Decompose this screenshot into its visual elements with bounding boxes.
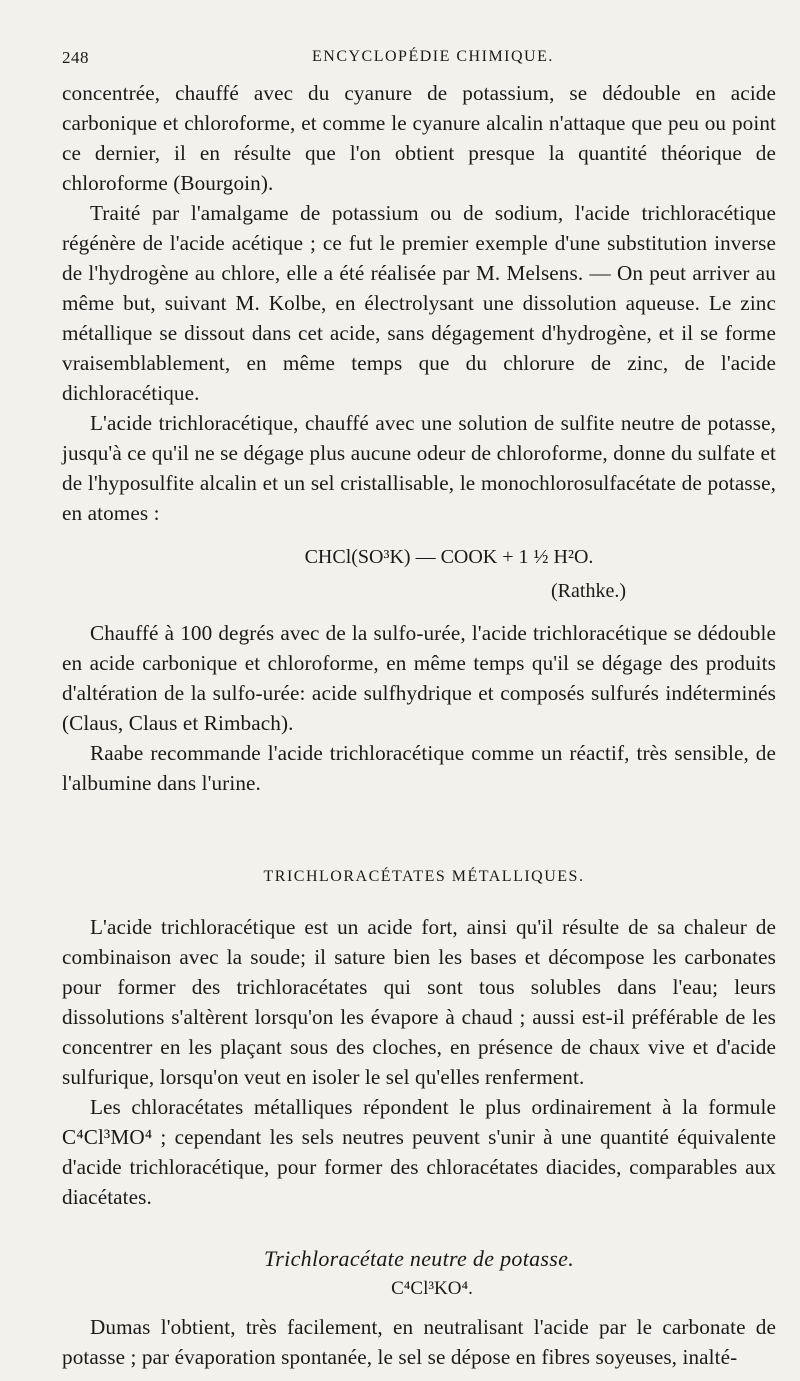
page-number: 248 xyxy=(62,48,89,67)
paragraph-raabe: Raabe recommande l'acide trichloracétique comme un réactif, très sensible, de l'albumine dans l'urine. xyxy=(62,741,776,795)
paragraph-dumas: Dumas l'obtient, très facilement, en neutralisant l'acide par le carbonate de potasse ; par évaporation spontanée, le sel se dépose en fibres soyeuses, inalté- xyxy=(62,1315,776,1369)
paragraph-acide-fort: L'acide trichloracétique est un acide fort, ainsi qu'il résulte de sa chaleur de combinaison avec la soude; il sature bien les bases et décompose les carbonates pour former des trichloracétates qui sont tous solubles dans l'eau; leurs dissolutions s'altèrent lorsqu'on les évapore à chaud ; aussi est-il préférable de les concentrer en les plaçant sous des cloches, en présence de chaux vive et d'acide sulfurique, lorsqu'on veut en isoler le sel qu'elles renferment. xyxy=(62,915,776,1089)
paragraph-amalgam: Traité par l'amalgame de potassium ou de sodium, l'acide trichloracétique régénère de l'acide acétique ; ce fut le premier exemple d'une substitution inverse de l'hydrogène au chlore, elle a été réalisée par M. Melsens. — On peut arriver au même but, suivant M. Kolbe, en électrolysant une dissolution aqueuse. Le zinc métallique se dissout dans cet acide, sans dégagement d'hydrogène, et il se forme vraisemblablement, en même temps que du chlorure de zinc, de l'acide dichloracétique. xyxy=(62,201,776,405)
subheading-potasse: Trichloracétate neutre de potasse. xyxy=(263,1246,574,1271)
running-head xyxy=(62,38,776,78)
paragraph-sulfo-uree: Chauffé à 100 degrés avec de la sulfo-urée, l'acide trichloracétique se dédouble en acide carbonique et chloroforme, en même temps qu'il se dégage des produits d'altération de la sulfo-urée: acide sulfhydrique et composés sulfurés indéterminés (Claus, Claus et Rimbach). xyxy=(62,621,776,735)
section-heading: TRICHLORACÉTATES MÉTALLIQUES. xyxy=(263,868,585,885)
formula-potasse: C⁴Cl³KO⁴. xyxy=(391,1278,473,1299)
formula-attribution: (Rathke.) xyxy=(551,580,626,602)
paragraph-sulfite: L'acide trichloracétique, chauffé avec une solution de sulfite neutre de potasse, jusqu'à ce qu'il ne se dégage plus aucune odeur de chloroforme, donne du sulfate et de l'hyposulfite alcalin et un sel cristallisable, le monochlorosulfacétate de potasse, en atomes : xyxy=(62,411,776,525)
formula-monochlorosulfacetate: CHCl(SO³K) — COOK + 1 ½ H²O. xyxy=(304,546,594,568)
paragraph-chloracetates: Les chloracétates métalliques répondent le plus ordinairement à la formule C⁴Cl³MO⁴ ; cependant les sels neutres peuvent s'unir à une quantité équivalente d'acide trichloracétique, pour former des chloracétates diacides, comparables aux diacétates. xyxy=(62,1095,776,1209)
running-title: ENCYCLOPÉDIE CHIMIQUE. xyxy=(312,48,554,65)
paragraph-continued: concentrée, chauffé avec du cyanure de potassium, se dédouble en acide carbonique et chloroforme, et comme le cyanure alcalin n'attaque que peu ou point ce dernier, il en résulte que l'on obtient presque la quantité théorique de chloroforme (Bourgoin). xyxy=(62,81,776,195)
